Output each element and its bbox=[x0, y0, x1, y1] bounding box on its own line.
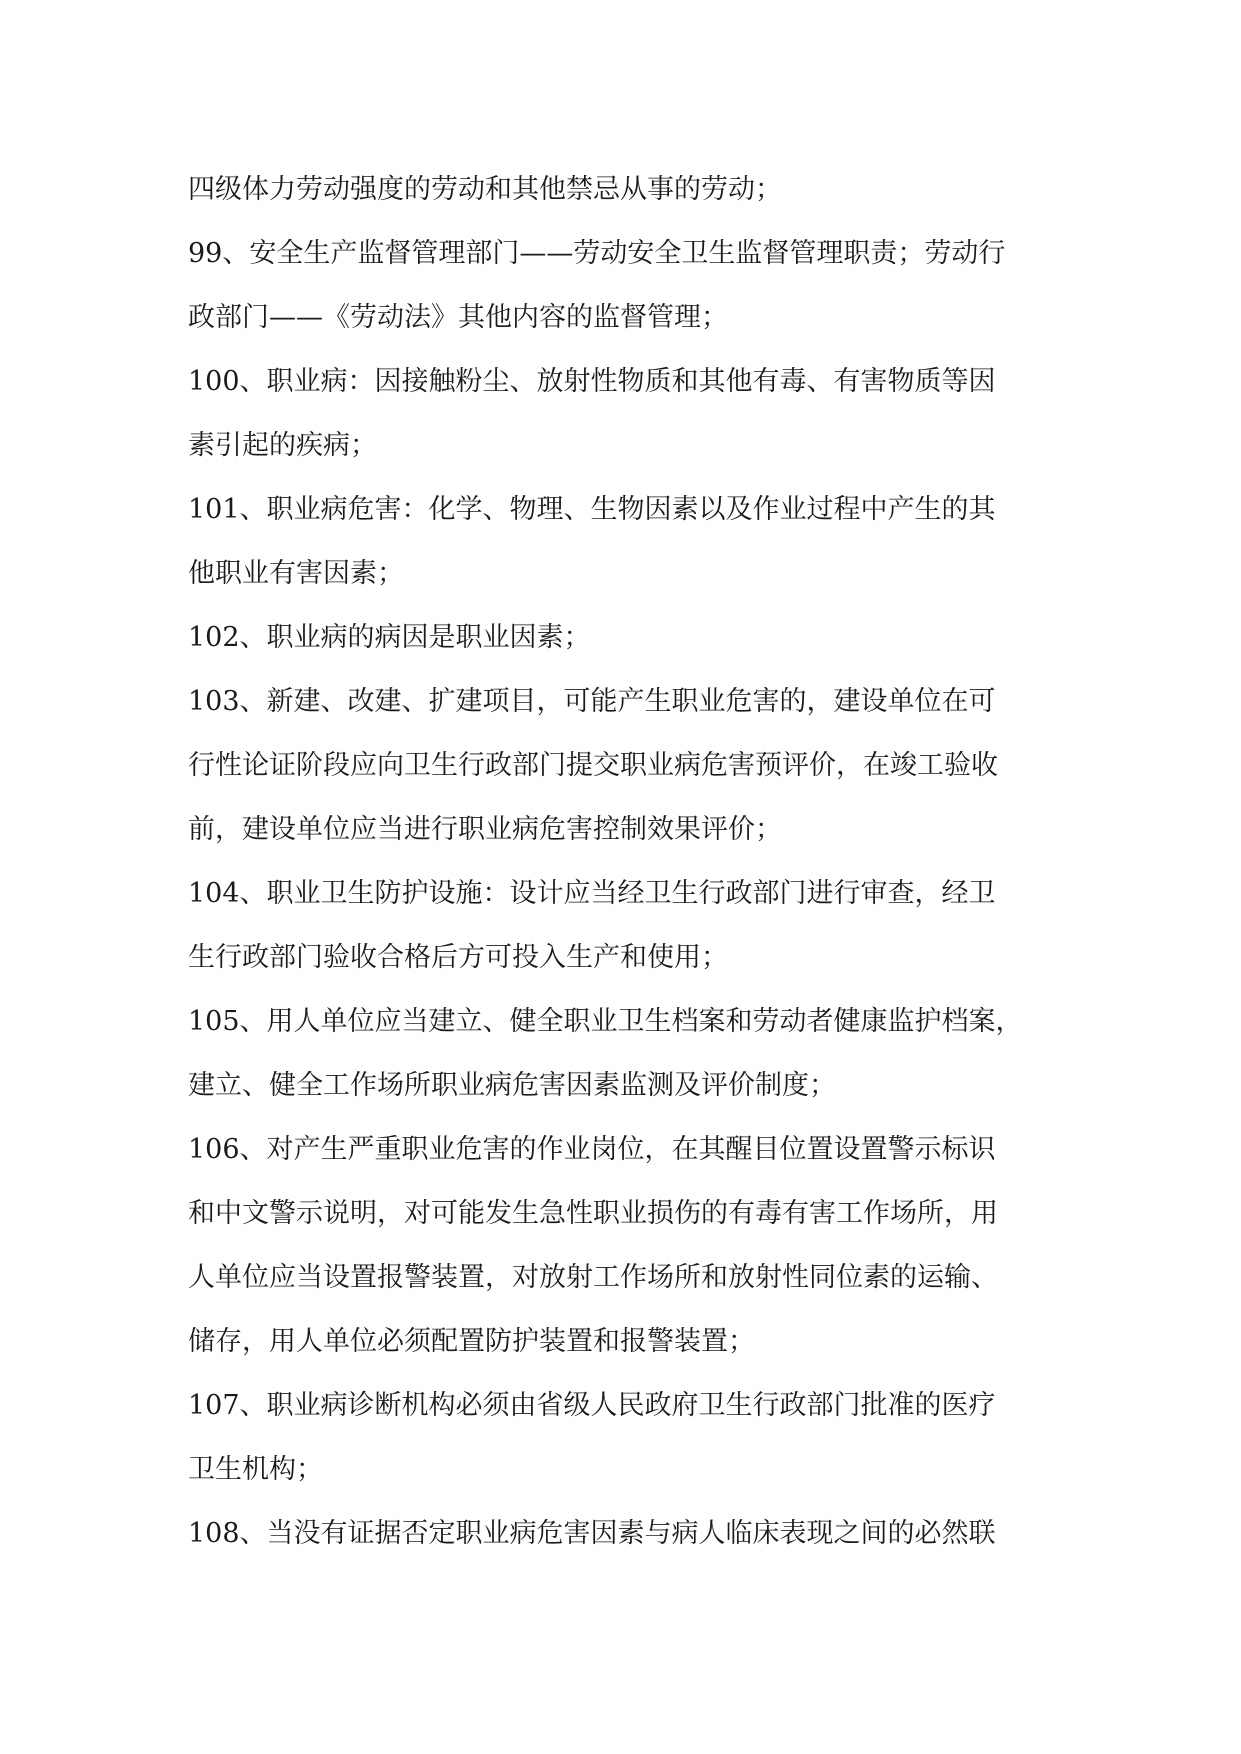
text-line: 100、职业病：因接触粉尘、放射性物质和其他有毒、有害物质等因 bbox=[188, 366, 996, 397]
text-line: 和中文警示说明，对可能发生急性职业损伤的有毒有害工作场所，用 bbox=[188, 1198, 998, 1229]
text-line: 政部门——《劳动法》其他内容的监督管理； bbox=[188, 302, 728, 333]
text-line: 104、职业卫生防护设施：设计应当经卫生行政部门进行审查，经卫 bbox=[188, 878, 996, 909]
text-line: 生行政部门验收合格后方可投入生产和使用； bbox=[188, 942, 728, 973]
text-line: 建立、健全工作场所职业病危害因素监测及评价制度； bbox=[188, 1070, 836, 1101]
text-line: 前，建设单位应当进行职业病危害控制效果评价； bbox=[188, 814, 782, 845]
text-line: 素引起的疾病； bbox=[188, 430, 377, 461]
text-line: 他职业有害因素； bbox=[188, 558, 404, 589]
text-line: 103、新建、改建、扩建项目，可能产生职业危害的，建设单位在可 bbox=[188, 686, 996, 717]
text-line: 人单位应当设置报警装置，对放射工作场所和放射性同位素的运输、 bbox=[188, 1262, 998, 1293]
document-body bbox=[188, 158, 1058, 1566]
text-line: 卫生机构； bbox=[188, 1454, 323, 1485]
text-line: 105、用人单位应当建立、健全职业卫生档案和劳动者健康监护档案， bbox=[188, 1006, 1023, 1037]
text-line: 102、职业病的病因是职业因素； bbox=[188, 622, 591, 653]
text-line: 108、当没有证据否定职业病危害因素与病人临床表现之间的必然联 bbox=[188, 1518, 996, 1549]
text-line: 行性论证阶段应向卫生行政部门提交职业病危害预评价，在竣工验收 bbox=[188, 750, 998, 781]
text-line: 储存，用人单位必须配置防护装置和报警装置； bbox=[188, 1326, 755, 1357]
text-line: 99、安全生产监督管理部门——劳动安全卫生监督管理职责；劳动行 bbox=[188, 238, 1006, 269]
text-line: 107、职业病诊断机构必须由省级人民政府卫生行政部门批准的医疗 bbox=[188, 1390, 996, 1421]
text-line: 106、对产生严重职业危害的作业岗位，在其醒目位置设置警示标识 bbox=[188, 1134, 996, 1165]
text-line: 101、职业病危害：化学、物理、生物因素以及作业过程中产生的其 bbox=[188, 494, 996, 525]
text-line: 四级体力劳动强度的劳动和其他禁忌从事的劳动； bbox=[188, 174, 782, 205]
